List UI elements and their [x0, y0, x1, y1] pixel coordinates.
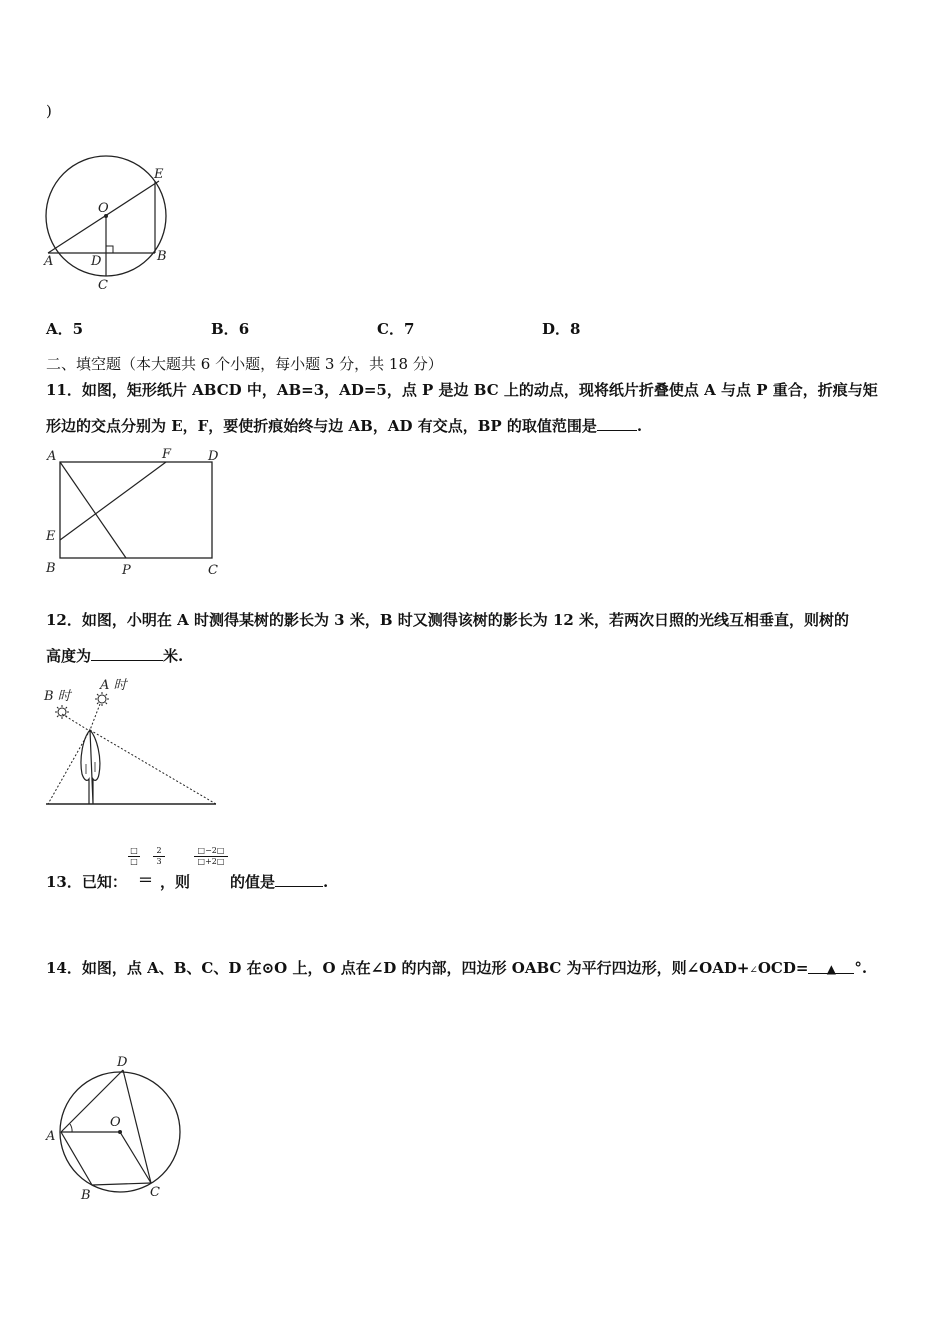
- q10-label-o: O: [98, 201, 109, 216]
- q10-right-angle-mark: [106, 246, 113, 253]
- q14-label-o: O: [110, 1115, 121, 1130]
- q12-ray-b: [62, 714, 88, 730]
- q13-mid: ，则: [160, 873, 191, 891]
- q14-segment-dc: [123, 1070, 151, 1183]
- q13-frac1: □ □: [128, 846, 140, 867]
- q10-option-d: D．8: [542, 320, 581, 338]
- q14-center-point: [118, 1130, 122, 1134]
- q11-label-d: D: [208, 449, 219, 464]
- section2-heading: 二、填空题（本大题共 6 个小题，每小题 3 分，共 18 分）: [46, 355, 443, 373]
- q12-tree-shadow-figure: [40, 674, 230, 812]
- q12-shadow-line-long: [90, 730, 216, 804]
- q12-line2: 高度为 米.: [46, 647, 184, 665]
- q10-option-a: A．5: [46, 320, 84, 338]
- q12-label-a-time: A 时: [100, 678, 127, 693]
- q11-label-e: E: [46, 529, 56, 544]
- q11-line1: 11．如图，矩形纸片 ABCD 中，AB=3，AD=5，点 P 是边 BC 上的动点，现将纸片折叠使点 A 与点 P 重合，折痕与矩: [46, 381, 878, 399]
- q11-label-f: F: [162, 447, 172, 462]
- q10-diameter-ae: [48, 181, 159, 253]
- q14-circle-figure: [40, 1050, 190, 1210]
- q11-line2: 形边的交点分别为 E，F，要使折痕始终与边 AB，AD 有交点，BP 的取值范围是 .: [46, 417, 643, 435]
- q13-answer-blank: [275, 872, 323, 887]
- q12-answer-blank: [91, 646, 163, 661]
- q11-label-a: A: [47, 449, 57, 464]
- q11-rectangle-figure: [42, 446, 232, 581]
- q14-answer-blank: ▲: [808, 959, 854, 974]
- q12-ray-a: [90, 704, 100, 730]
- q11-label-b: B: [46, 561, 56, 576]
- q13-frac2: $\frac{2}{3}$: [153, 846, 165, 867]
- q14-segment-oc: [120, 1132, 151, 1183]
- q11-rectangle: [60, 462, 212, 558]
- q10-label-c: C: [98, 278, 108, 293]
- q13-equals: ＝: [138, 871, 154, 889]
- q14-label-c: C: [150, 1185, 160, 1200]
- q10-label-a: A: [44, 254, 54, 269]
- q10-label-e: E: [154, 167, 164, 182]
- q14-label-d: D: [117, 1055, 128, 1070]
- q10-label-d: D: [91, 254, 102, 269]
- q11-segment-ap: [60, 462, 126, 558]
- q14-label-b: B: [81, 1188, 91, 1203]
- q12-sun-icon-a: [95, 692, 109, 706]
- q14-angle-arc: [70, 1124, 72, 1132]
- q10-option-c: C．7: [377, 320, 415, 338]
- q10-label-b: B: [157, 249, 167, 264]
- q14-line: 14．如图，点 A、B、C、D 在⊙O 上，O 点在∠D 的内部，四边形 OABC 为平行四边形，则∠OAD+∠OCD= ▲ °.: [46, 959, 868, 977]
- q11-answer-blank: [597, 416, 637, 431]
- q11-label-p: P: [122, 563, 131, 578]
- top-paren-fragment: ): [46, 102, 52, 120]
- q12-line1: 12．如图，小明在 A 时测得某树的影长为 3 米，B 时又测得该树的影长为 12 米，若两次日照的光线互相垂直，则树的: [46, 611, 850, 629]
- q12-tree-crown: [81, 730, 100, 804]
- q13-frac3: $\frac{□-2□}{□+2□}$: [194, 846, 228, 867]
- q13-prefix: 13．已知：: [46, 873, 127, 891]
- q14-segment-bc: [92, 1183, 151, 1185]
- q10-circle-figure: [40, 152, 180, 297]
- q11-fold-ef: [60, 462, 166, 540]
- q11-label-c: C: [208, 563, 218, 578]
- q13-suffix: 的值是 .: [230, 873, 329, 891]
- q10-option-b: B．6: [211, 320, 250, 338]
- q12-label-b-time: B 时: [44, 689, 71, 704]
- q14-label-a: A: [46, 1129, 56, 1144]
